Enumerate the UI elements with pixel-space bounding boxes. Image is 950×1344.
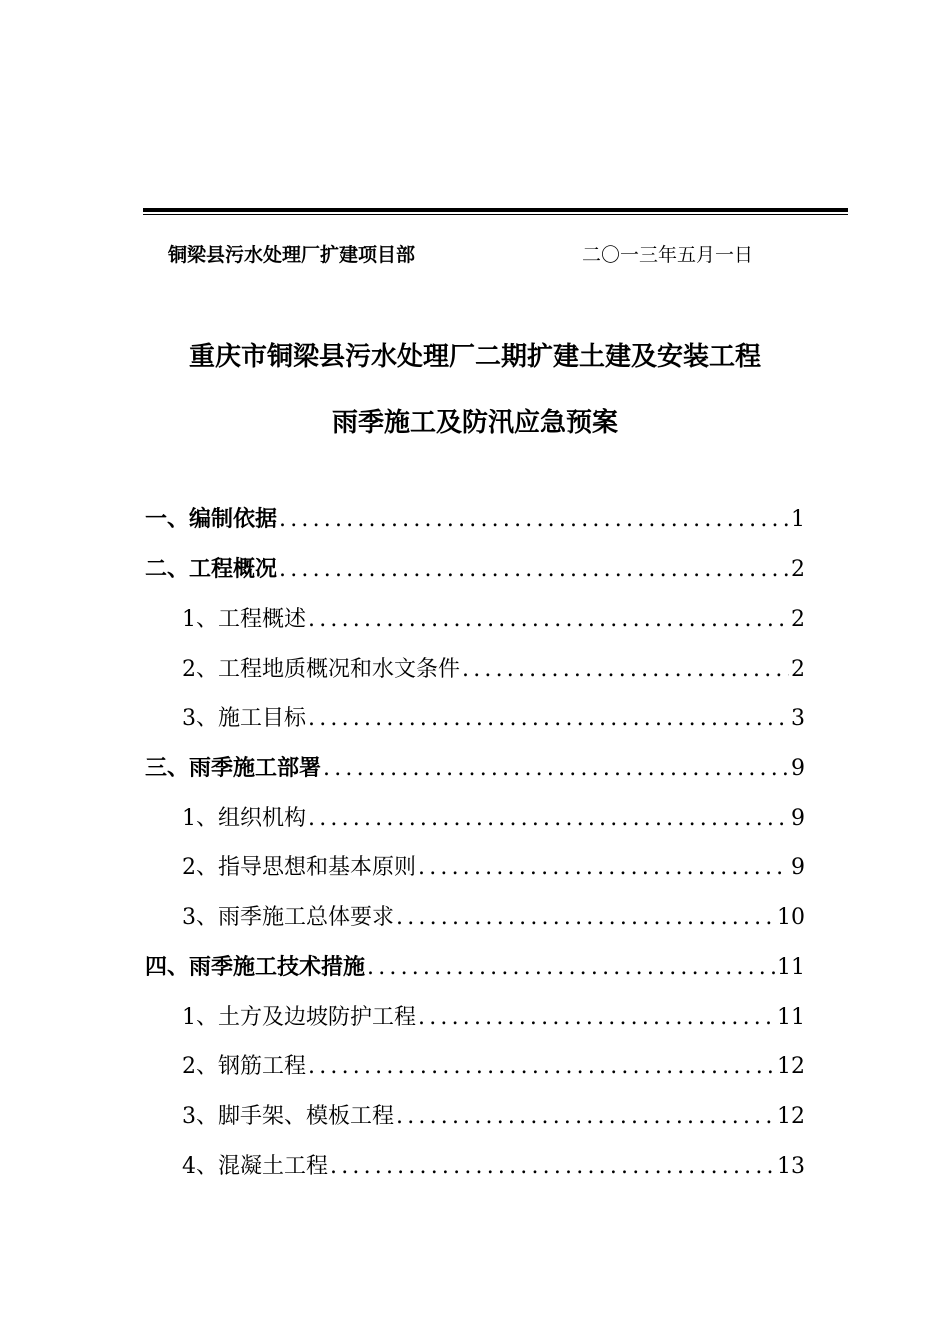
toc-entry[interactable]: [145, 550, 805, 590]
toc-dot-leader: [279, 500, 789, 540]
header-rule-thick: [143, 208, 848, 212]
toc-dot-leader: [462, 650, 789, 690]
toc-entry[interactable]: [145, 749, 805, 789]
toc-dot-leader: [396, 898, 775, 938]
toc-entry-page: 11: [777, 1005, 805, 1030]
toc-dot-leader: [308, 699, 789, 739]
toc-entry-page: 1: [791, 507, 805, 532]
toc-dot-leader: [418, 998, 775, 1038]
toc-entry-label: 3、雨季施工总体要求: [182, 905, 394, 930]
toc-entry-page: 12: [777, 1054, 805, 1079]
toc-entry-label: 2、指导思想和基本原则: [182, 855, 416, 880]
toc-dot-leader: [308, 799, 789, 839]
toc-entry-label: 2、钢筋工程: [182, 1054, 306, 1079]
document-title-line2: 雨季施工及防汛应急预案: [331, 408, 618, 438]
toc-entry[interactable]: [182, 650, 805, 690]
toc-entry[interactable]: [182, 1147, 805, 1187]
toc-entry[interactable]: [182, 1047, 805, 1087]
toc-entry[interactable]: [182, 1097, 805, 1137]
toc-entry-label: 4、混凝土工程: [182, 1154, 328, 1179]
toc-entry-label: 1、土方及边坡防护工程: [182, 1005, 416, 1030]
toc-dot-leader: [418, 848, 789, 888]
toc-entry-label: 1、组织机构: [182, 806, 306, 831]
toc-dot-leader: [308, 1047, 775, 1087]
toc-entry[interactable]: [182, 898, 805, 938]
toc-dot-leader: [279, 550, 789, 590]
document-title-line1: 重庆市铜梁县污水处理厂二期扩建土建及安装工程: [188, 342, 761, 372]
toc-entry-label: 3、施工目标: [182, 706, 306, 731]
toc-dot-leader: [367, 948, 775, 988]
toc-entry-label: 四、雨季施工技术措施: [145, 955, 366, 980]
toc-entry[interactable]: [182, 600, 805, 640]
toc-entry[interactable]: [182, 998, 805, 1038]
header-rule-thin: [143, 214, 848, 215]
toc-entry-page: 2: [791, 607, 805, 632]
toc-entry-page: 13: [777, 1154, 805, 1179]
toc-dot-leader: [396, 1097, 775, 1137]
toc-dot-leader: [330, 1147, 775, 1187]
toc-dot-leader: [323, 749, 789, 789]
toc-entry-page: 10: [777, 905, 805, 930]
toc-entry[interactable]: [182, 799, 805, 839]
toc-dot-leader: [308, 600, 789, 640]
toc-entry-label: 2、工程地质概况和水文条件: [182, 657, 460, 682]
toc-entry-page: 12: [777, 1104, 805, 1129]
toc-entry[interactable]: [145, 500, 805, 540]
toc-entry-label: 三、雨季施工部署: [145, 756, 322, 781]
toc-entry-page: 11: [777, 955, 805, 980]
toc-entry-label: 1、工程概述: [182, 607, 306, 632]
toc-entry-page: 3: [791, 706, 805, 731]
toc-entry-page: 9: [791, 756, 805, 781]
toc-entry-page: 9: [791, 806, 805, 831]
toc-entry-label: 一、编制依据: [145, 507, 278, 532]
toc-entry-page: 9: [791, 855, 805, 880]
toc-entry-label: 二、工程概况: [145, 557, 278, 582]
toc-entry[interactable]: [182, 848, 805, 888]
toc-entry-label: 3、脚手架、模板工程: [182, 1104, 394, 1129]
header-organization: 铜梁县污水处理厂扩建项目部: [168, 244, 416, 266]
toc-entry-page: 2: [791, 657, 805, 682]
toc-entry[interactable]: [145, 948, 805, 988]
toc-entry[interactable]: [182, 699, 805, 739]
header-date: 二〇一三年五月一日: [582, 244, 754, 266]
toc-entry-page: 2: [791, 557, 805, 582]
